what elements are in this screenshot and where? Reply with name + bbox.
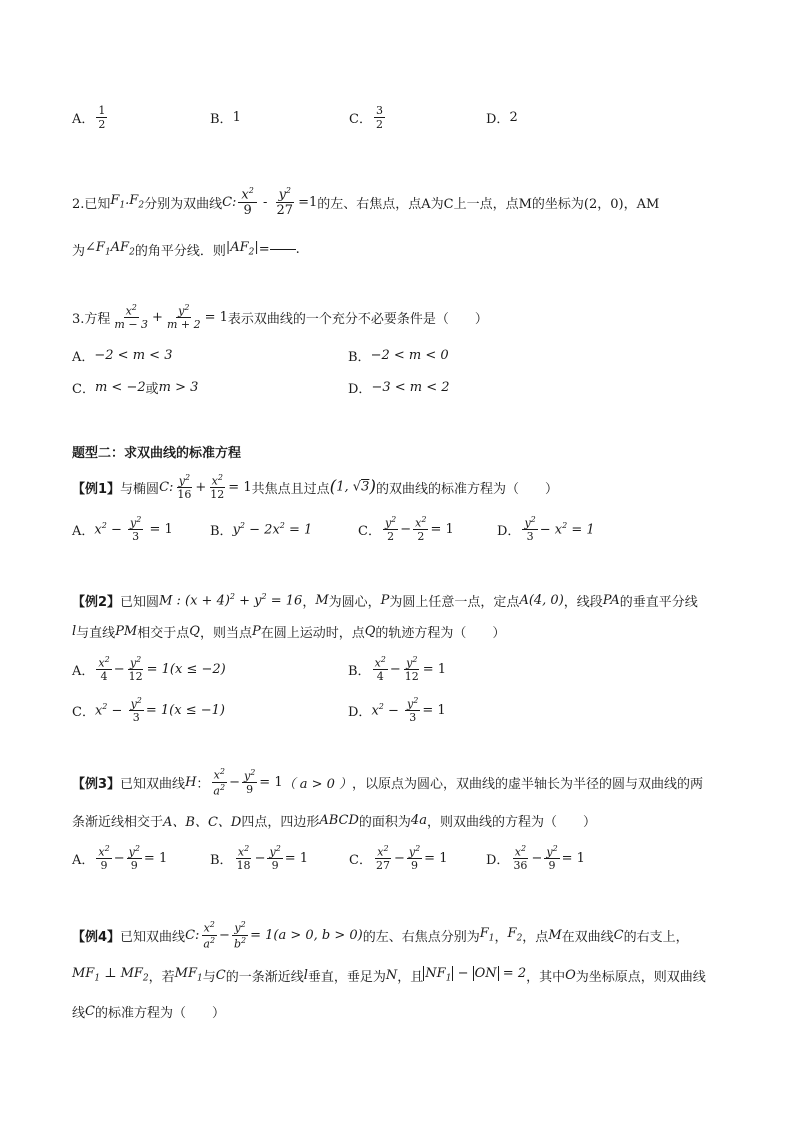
q3-choices-row-1 bbox=[72, 338, 732, 372]
ex3-option-b: B． $\frac{x^2}{18}$ − $\frac{y^2}{9}$ = 1 bbox=[210, 843, 309, 873]
q1-option-b: B． 1 bbox=[210, 109, 241, 127]
ex1-option-b: B． $y^2 - 2x^2 = 1$ bbox=[210, 520, 313, 539]
ex1-choices bbox=[72, 512, 732, 546]
ex2-option-c: C． $x^2$ − $\frac{y^2}{3}$ = 1(x ≤ −1) bbox=[72, 695, 225, 725]
q3-option-c: C． m < −2 或 m > 3 bbox=[72, 379, 199, 397]
ex1-line-1: 【例1】 与椭圆 C: $\frac{y^2}{16}$ + $\frac{x^2}{12}$ = 1 共焦点且过点 (1, √3) 的双曲线的标准方程为（ ） bbox=[72, 472, 559, 502]
q3-option-d: D． −3 < m < 2 bbox=[348, 379, 450, 397]
q3-option-a: A． −2 < m < 3 bbox=[72, 347, 173, 365]
ex3-choices bbox=[72, 841, 732, 875]
q3-choices-row-2 bbox=[72, 370, 732, 404]
ex1-option-a: A． $x^2$ − $\frac{y^2}{3}$ = 1 bbox=[72, 514, 173, 544]
q3-option-b: B． −2 < m < 0 bbox=[348, 347, 449, 365]
ex1-option-c: C． $\frac{y^2}{2}$ − $\frac{x^2}{2}$ = 1 bbox=[358, 514, 454, 544]
ex2-line-1: 【例2】 已知圆 M : $(x + 4)^2 + y^2 = 16$ ， M 为圆心， P 为圆上任意一点，定点 A(4, 0) ，线段 PA 的垂直平分线 bbox=[72, 591, 698, 610]
ex3-option-a: A． $\frac{x^2}{9}$ − $\frac{y^2}{9}$ = 1 bbox=[72, 843, 168, 873]
ex2-option-a: A． $\frac{x^2}{4}$ − $\frac{y^2}{12}$ = 1(x ≤ −2) bbox=[72, 654, 226, 684]
q1-option-d: D． 2 bbox=[486, 109, 518, 127]
q2-line-2: 为 $\angle F_1AF_2$ 的角平分线．则 $|AF_2|$ = . bbox=[72, 240, 300, 259]
q3-line-1: 3.方程 $\frac{x^2}{m - 3}$ + $\frac{y^2}{m + 2}$ = 1 表示双曲线的一个充分不必要条件是（ ） bbox=[72, 302, 488, 332]
ex1-option-d: D． $\frac{y^2}{3}$ − $x^2 = 1$ bbox=[497, 514, 595, 544]
ex4-line-3: 线 C 的标准方程为（ ） bbox=[72, 1003, 225, 1021]
section-heading: 题型二：求双曲线的标准方程 bbox=[72, 445, 242, 461]
ex2-option-b: B． $\frac{x^2}{4}$ − $\frac{y^2}{12}$ = 1 bbox=[348, 654, 447, 684]
ex4-line-2: $MF_1$ ⊥ $MF_2$ ，若 $MF_1$ 与 C 的一条渐近线 l 垂直，垂足为 N ，且 $NF_1$ − ON = 2 ，其中 O 为坐标原点，则双曲线 bbox=[72, 966, 706, 985]
q2-fraction-x: $\frac{x^2}{9}$ bbox=[238, 187, 256, 217]
q1-choices bbox=[72, 100, 732, 134]
ex3-line-2: 条渐近线相交于 A、B、C、D 四点，四边形 ABCD 的面积为 4a ，则双曲线的方程为（ ） bbox=[72, 812, 596, 830]
ex2-line-2: l 与直线 PM 相交于点 Q ，则当点 P 在圆上运动时，点 Q 的轨迹方程为（ ） bbox=[72, 623, 506, 641]
q2-fraction-y: $\frac{y^2}{27}$ bbox=[276, 185, 294, 219]
ex3-option-c: C． $\frac{x^2}{27}$ − $\frac{y^2}{9}$ = 1 bbox=[349, 843, 448, 873]
q1-option-c: C． $\frac{3}{2}$ bbox=[349, 103, 383, 131]
q1-c-fraction: $\frac{3}{2}$ bbox=[375, 103, 383, 131]
ex2-option-d: D． $x^2$ − $\frac{y^2}{3}$ = 1 bbox=[348, 695, 446, 725]
q1-a-fraction: $\frac{1}{2}$ bbox=[98, 103, 106, 131]
q2-answer-blank[interactable] bbox=[270, 249, 296, 250]
q2-line-1: 2.已知 $F_1.F_2$ 分别为双曲线 C: $\frac{x^2}{9}$ - $\frac{y^2}{27}$ =1 的左、右焦点，点A为C上一点，点M的坐标为(2，0)，AM bbox=[72, 185, 660, 219]
ex4-line-1: 【例4】 已知双曲线 C: $\frac{x^2}{a^2}$ − $\frac{y^2}{b^2}$ = 1(a > 0, b > 0) 的左、右焦点分别为 $F_1$ ， $F_2$ ，点 M 在双曲线 C 的右支上， bbox=[72, 919, 689, 951]
ex2-choices-row-1 bbox=[72, 652, 732, 686]
q1-option-a: A． $\frac{1}{2}$ bbox=[72, 103, 106, 131]
ex3-line-1: 【例3】 已知双曲线 H ： $\frac{x^2}{a^2}$ − $\frac{y^2}{9}$ = 1 （ a > 0 ） ，以原点为圆心，双曲线的虚半轴长为半径的圆与双曲线的两 bbox=[72, 766, 704, 798]
ex2-choices-row-2 bbox=[72, 693, 732, 727]
ex3-option-d: D． $\frac{x^2}{36}$ − $\frac{y^2}{9}$ = 1 bbox=[486, 843, 585, 873]
